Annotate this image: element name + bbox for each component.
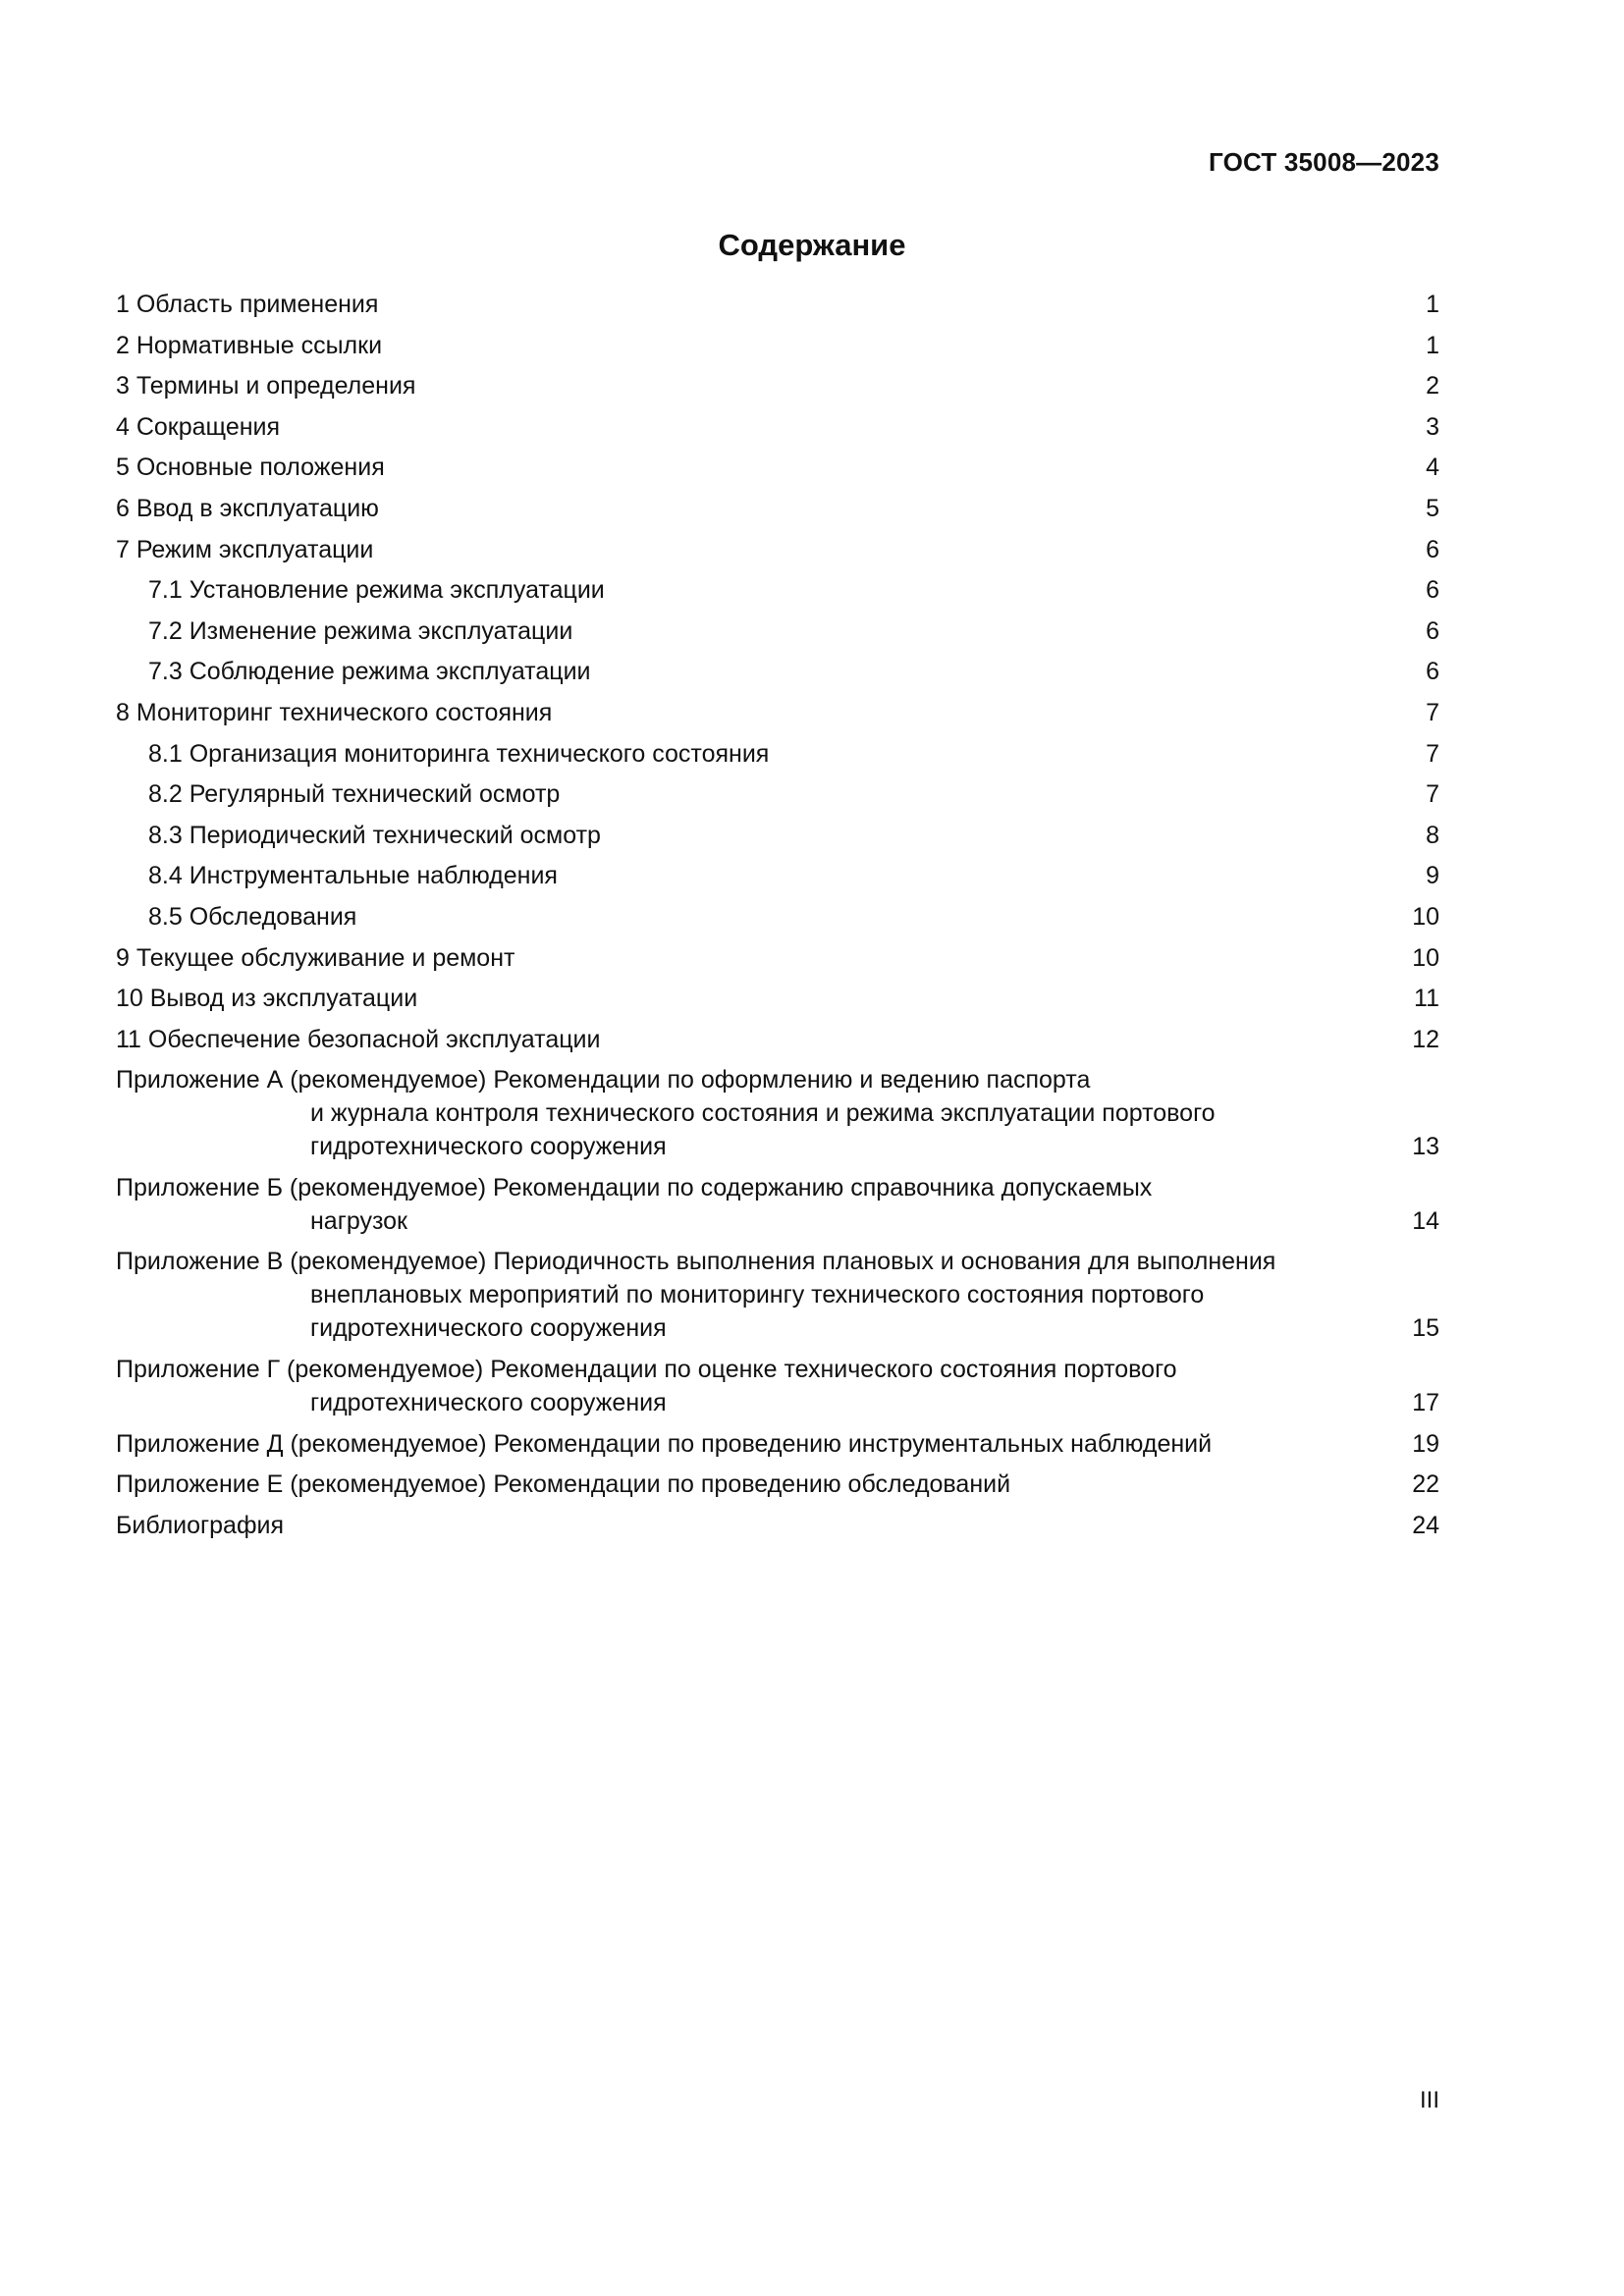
dot-leader bbox=[564, 864, 1420, 883]
appendix-title-line: гидротехнического сооружения bbox=[310, 1389, 667, 1417]
appendix-title-line: Приложение Е (рекомендуемое) Рекомендации по проведению обследований bbox=[116, 1470, 1011, 1499]
toc-entry-5[interactable] bbox=[116, 451, 1439, 484]
toc-entry-7-3[interactable] bbox=[116, 655, 1439, 688]
dot-leader bbox=[558, 701, 1420, 721]
toc-entry-page: 10 bbox=[1412, 902, 1439, 931]
toc-entry-text: 5 Основные положения bbox=[116, 454, 385, 482]
toc-entry-page: 4 bbox=[1426, 454, 1439, 482]
dot-leader bbox=[1016, 1472, 1406, 1492]
toc-entry-6[interactable] bbox=[116, 492, 1439, 525]
dot-leader bbox=[607, 824, 1420, 843]
appendix-title-line: гидротехнического сооружения bbox=[310, 1314, 667, 1343]
toc-entry-text: 7.3 Соблюдение режима эксплуатации bbox=[148, 658, 591, 686]
toc-entry-text: 8.2 Регулярный технический осмотр bbox=[148, 780, 561, 809]
toc-entry-page: 1 bbox=[1426, 331, 1439, 359]
toc-entry-page: 1 bbox=[1426, 291, 1439, 318]
dot-leader bbox=[421, 374, 1420, 394]
toc-entry-text: Библиография bbox=[116, 1511, 285, 1539]
appendix-title-line: гидротехнического сооружения bbox=[310, 1133, 667, 1161]
toc-entry-page: 11 bbox=[1414, 985, 1439, 1013]
toc-entry-page: 17 bbox=[1412, 1389, 1439, 1417]
toc-entry-1[interactable] bbox=[116, 288, 1439, 321]
toc-entry-page: 10 bbox=[1412, 943, 1439, 972]
toc-entry-page: 22 bbox=[1412, 1470, 1439, 1499]
dot-leader bbox=[1218, 1432, 1406, 1452]
dot-leader bbox=[286, 415, 1420, 435]
dot-leader bbox=[566, 782, 1420, 802]
toc-entry-text: 7.2 Изменение режима эксплуатации bbox=[148, 616, 573, 645]
toc-entry-page: 19 bbox=[1412, 1429, 1439, 1458]
toc-entry-page: 8 bbox=[1426, 821, 1439, 849]
dot-leader bbox=[413, 1209, 1406, 1229]
dot-leader bbox=[388, 334, 1420, 353]
dot-leader bbox=[673, 1391, 1407, 1411]
toc-appendix-e[interactable] bbox=[116, 1468, 1439, 1501]
toc-entry-page: 2 bbox=[1426, 372, 1439, 400]
appendix-title-line: Приложение Г (рекомендуемое) Рекомендации по оценке технического состояния портового bbox=[116, 1356, 1177, 1384]
dot-leader bbox=[578, 619, 1420, 639]
toc-entry-page: 3 bbox=[1426, 412, 1439, 441]
appendix-title-line: и журнала контроля технического состояния и режима эксплуатации портового bbox=[310, 1099, 1216, 1128]
toc-entry-text: 11 Обеспечение безопасной эксплуатации bbox=[116, 1025, 601, 1053]
toc-entry-page: 6 bbox=[1426, 535, 1439, 563]
toc-entry-text: 3 Термины и определения bbox=[116, 372, 416, 400]
toc-entry-text: 6 Ввод в эксплуатацию bbox=[116, 494, 379, 522]
dot-leader bbox=[673, 1135, 1407, 1154]
toc-entry-text: 7.1 Установление режима эксплуатации bbox=[148, 576, 605, 605]
table-of-contents bbox=[116, 288, 1439, 1549]
appendix-title-line: Приложение Б (рекомендуемое) Рекомендации по содержанию справочника допускаемых bbox=[116, 1173, 1153, 1201]
dot-leader bbox=[362, 905, 1406, 925]
toc-entry-page: 7 bbox=[1426, 780, 1439, 809]
toc-entry-page: 5 bbox=[1426, 494, 1439, 522]
toc-entry-2[interactable] bbox=[116, 329, 1439, 362]
dot-leader bbox=[606, 1028, 1406, 1047]
toc-entry-page: 13 bbox=[1412, 1133, 1439, 1161]
toc-entry-7-2[interactable] bbox=[116, 614, 1439, 648]
toc-entry-8-3[interactable] bbox=[116, 819, 1439, 852]
toc-appendix-g[interactable] bbox=[116, 1353, 1439, 1419]
toc-entry-10[interactable] bbox=[116, 982, 1439, 1015]
toc-entry-page: 12 bbox=[1412, 1025, 1439, 1053]
page-title: Содержание bbox=[718, 228, 906, 262]
dot-leader bbox=[611, 578, 1420, 598]
toc-entry-page: 24 bbox=[1412, 1511, 1439, 1539]
toc-entry-page: 7 bbox=[1426, 698, 1439, 726]
toc-entry-8[interactable] bbox=[116, 696, 1439, 729]
toc-entry-4[interactable] bbox=[116, 410, 1439, 444]
toc-entry-text: 8 Мониторинг технического состояния bbox=[116, 698, 553, 726]
toc-bibliography[interactable] bbox=[116, 1509, 1439, 1542]
toc-entry-text: 4 Сокращения bbox=[116, 412, 281, 441]
toc-appendix-d[interactable] bbox=[116, 1427, 1439, 1461]
document-code: ГОСТ 35008—2023 bbox=[1209, 147, 1439, 177]
toc-entry-page: 15 bbox=[1412, 1314, 1439, 1343]
toc-appendix-b[interactable] bbox=[116, 1171, 1439, 1238]
toc-entry-page: 14 bbox=[1412, 1206, 1439, 1235]
toc-appendix-a[interactable] bbox=[116, 1063, 1439, 1163]
toc-entry-text: 2 Нормативные ссылки bbox=[116, 331, 383, 359]
toc-entry-8-5[interactable] bbox=[116, 900, 1439, 934]
toc-entry-page: 9 bbox=[1426, 862, 1439, 890]
toc-entry-text: 8.4 Инструментальные наблюдения bbox=[148, 862, 558, 890]
toc-entry-text: 8.3 Периодический технический осмотр bbox=[148, 821, 601, 849]
dot-leader bbox=[384, 293, 1420, 312]
appendix-title-line: Приложение В (рекомендуемое) Периодичность выполнения плановых и основания для выполнения bbox=[116, 1248, 1276, 1276]
appendix-title-line: Приложение А (рекомендуемое) Рекомендации по оформлению и ведению паспорта bbox=[116, 1066, 1091, 1095]
dot-leader bbox=[597, 660, 1421, 679]
toc-entry-8-1[interactable] bbox=[116, 737, 1439, 771]
appendix-title-line: Приложение Д (рекомендуемое) Рекомендации по проведению инструментальных наблюдений bbox=[116, 1429, 1213, 1458]
toc-entry-text: 8.1 Организация мониторинга технического состояния bbox=[148, 739, 770, 768]
dot-leader bbox=[379, 538, 1420, 558]
toc-entry-7-1[interactable] bbox=[116, 573, 1439, 607]
toc-entry-page: 6 bbox=[1426, 616, 1439, 645]
toc-entry-text: 10 Вывод из эксплуатации bbox=[116, 985, 418, 1013]
dot-leader bbox=[673, 1316, 1407, 1336]
dot-leader bbox=[385, 497, 1420, 516]
dot-leader bbox=[290, 1514, 1406, 1533]
dot-leader bbox=[775, 742, 1420, 762]
toc-entry-text: 9 Текущее обслуживание и ремонт bbox=[116, 943, 515, 972]
toc-entry-8-2[interactable] bbox=[116, 777, 1439, 811]
toc-entry-text: 1 Область применения bbox=[116, 291, 379, 318]
dot-leader bbox=[520, 946, 1406, 966]
appendix-title-line: внеплановых мероприятий по мониторингу технического состояния портового bbox=[310, 1281, 1205, 1309]
dot-leader bbox=[423, 987, 1408, 1006]
appendix-title-line: нагрузок bbox=[310, 1206, 407, 1235]
toc-entry-text: 8.5 Обследования bbox=[148, 902, 357, 931]
toc-entry-text: 7 Режим эксплуатации bbox=[116, 535, 374, 563]
toc-entry-page: 6 bbox=[1426, 658, 1439, 686]
toc-appendix-v[interactable] bbox=[116, 1245, 1439, 1345]
toc-entry-7[interactable] bbox=[116, 533, 1439, 566]
toc-entry-11[interactable] bbox=[116, 1023, 1439, 1056]
dot-leader bbox=[391, 455, 1420, 475]
toc-entry-page: 7 bbox=[1426, 739, 1439, 768]
toc-entry-page: 6 bbox=[1426, 576, 1439, 605]
toc-entry-3[interactable] bbox=[116, 369, 1439, 402]
page-number: III bbox=[1419, 2087, 1439, 2113]
toc-entry-8-4[interactable] bbox=[116, 859, 1439, 892]
toc-entry-9[interactable] bbox=[116, 941, 1439, 975]
